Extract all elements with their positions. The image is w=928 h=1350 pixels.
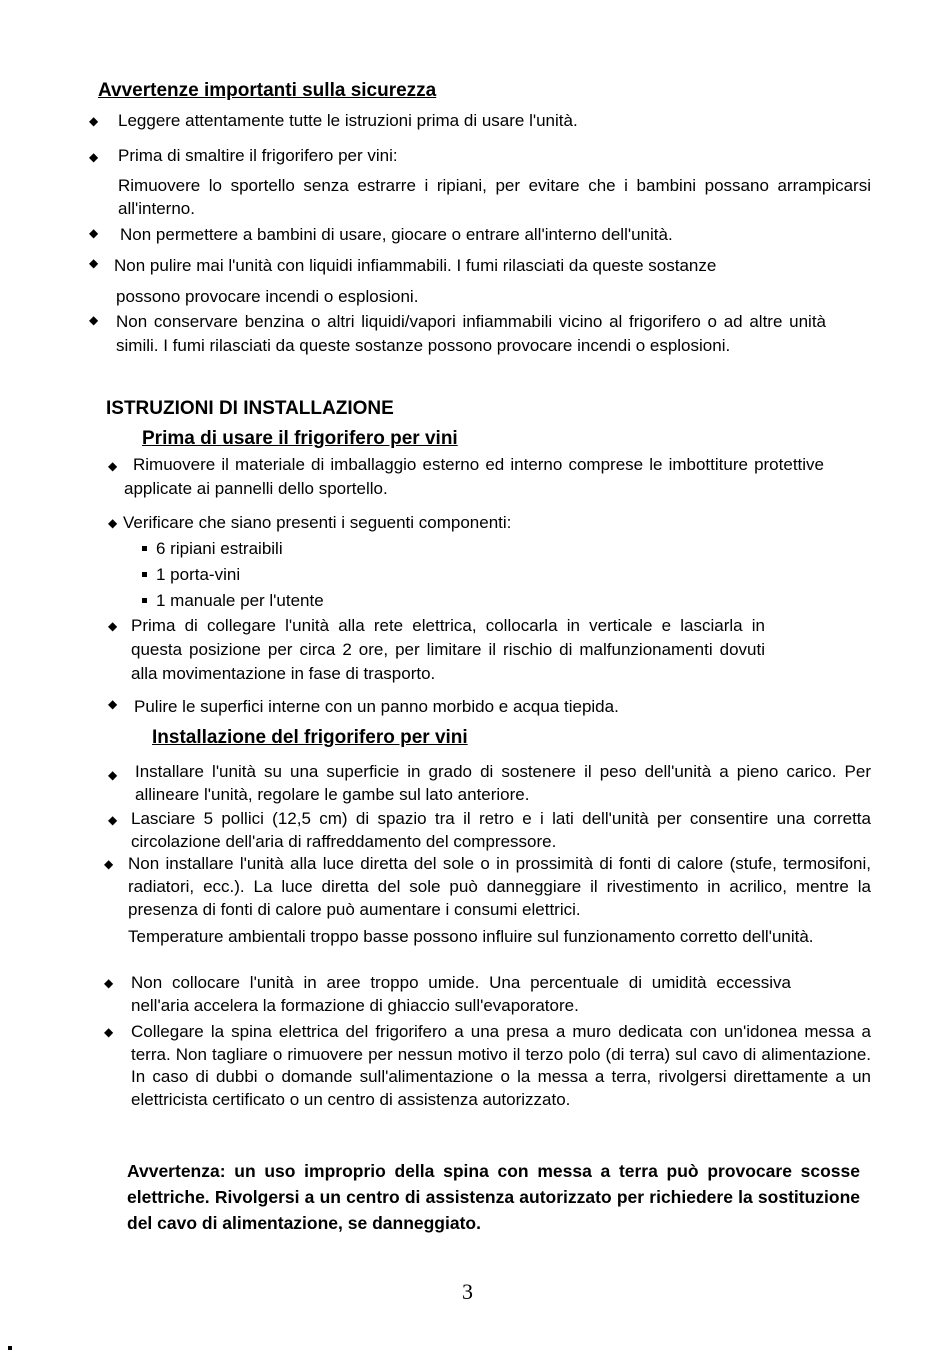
bullet-icon: ◆ xyxy=(108,768,118,782)
safety-item-flammable-clean: Non pulire mai l'unità con liquidi infiammabili. I fumi rilasciati da queste sostanze xyxy=(114,256,717,275)
bullet-icon: ◆ xyxy=(89,226,99,240)
bullet-icon: ◆ xyxy=(108,697,118,711)
before-use-item-clean: Pulire le superfici interne con un panno morbido e acqua tiepida. xyxy=(134,697,619,716)
safety-item-dispose: Prima di smaltire il frigorifero per vini: xyxy=(118,146,398,165)
bullet-icon: ◆ xyxy=(108,516,118,530)
bullet-icon: ◆ xyxy=(104,976,114,990)
component-item: 1 porta-vini xyxy=(156,565,241,584)
bullet-icon: ◆ xyxy=(108,813,118,827)
installation-heading: ISTRUZIONI DI INSTALLAZIONE xyxy=(106,398,394,419)
bullet-icon: ◆ xyxy=(89,313,99,327)
setup-item-humidity: Non collocare l'unità in aree troppo umide. Una percentuale di umidità eccessiva nell'aria accelera la formazione di ghiaccio sull'evaporatore. xyxy=(131,973,791,1015)
bullet-icon: ◆ xyxy=(89,150,99,164)
component-item: 1 manuale per l'utente xyxy=(156,591,324,610)
component-item: 6 ripiani estraibili xyxy=(156,539,283,558)
setup-item-temperature: Temperature ambientali troppo basse possono influire sul funzionamento corretto dell'unità. xyxy=(128,927,814,946)
bullet-icon: ◆ xyxy=(108,459,118,473)
before-use-item-upright: Prima di collegare l'unità alla rete elettrica, collocarla in verticale e lasciarla in questa posizione per circa 2 ore, per limitare il rischio di malfunzionamenti dovuti alla movimentazione in fase di trasporto. xyxy=(131,616,765,683)
grounding-warning: Avvertenza: un uso improprio della spina con messa a terra può provocare scosse elettriche. Rivolgersi a un centro di assistenza autorizzato per richiedere la sostituzione del cavo di alimentazione, se danneggiato. xyxy=(127,1161,860,1233)
safety-item-gasoline: Non conservare benzina o altri liquidi/vapori infiammabili vicino al frigorifero o ad altre unità simili. I fumi rilasciati da queste sostanze possono provocare incendi o esplosioni. xyxy=(116,312,826,355)
safety-item-children: Non permettere a bambini di usare, giocare o entrare all'interno dell'unità. xyxy=(120,225,673,244)
safety-item-flammable-clean-cont: possono provocare incendi o esplosioni. xyxy=(116,287,419,306)
setup-heading: Installazione del frigorifero per vini xyxy=(152,727,468,748)
setup-item-sunlight: Non installare l'unità alla luce diretta del sole o in prossimità di fonti di calore (stufe, termosifoni, radiatori, ecc.). La luce diretta del sole può danneggiare il rivestimento in acrilico, mentre la presenza di fonti di calore può aumentare i consumi elettrici. xyxy=(128,854,871,919)
safety-item-read: Leggere attentamente tutte le istruzioni prima di usare l'unità. xyxy=(118,111,578,130)
page-number: 3 xyxy=(462,1279,473,1304)
square-bullet-icon xyxy=(142,598,147,603)
before-use-item-packaging: Rimuovere il materiale di imballaggio esterno ed interno comprese le imbottiture protettive applicate ai pannelli dello sportello. xyxy=(124,455,824,498)
bullet-icon: ◆ xyxy=(108,619,118,633)
setup-item-clearance: Lasciare 5 pollici (12,5 cm) di spazio tra il retro e i lati dell'unità per consentire una corretta circolazione dell'aria di raffreddamento del compressore. xyxy=(131,809,871,851)
scan-mark xyxy=(8,1346,12,1350)
bullet-icon: ◆ xyxy=(89,114,99,128)
before-use-heading: Prima di usare il frigorifero per vini xyxy=(142,428,458,449)
bullet-icon: ◆ xyxy=(104,1025,114,1039)
before-use-item-check: Verificare che siano presenti i seguenti componenti: xyxy=(123,513,512,532)
setup-item-surface: Installare l'unità su una superficie in grado di sostenere il peso dell'unità a pieno carico. Per allineare l'unità, regolare le gambe sul lato anteriore. xyxy=(135,762,871,804)
bullet-icon: ◆ xyxy=(104,857,114,871)
square-bullet-icon xyxy=(142,572,147,577)
safety-item-remove-door: Rimuovere lo sportello senza estrarre i ripiani, per evitare che i bambini possano arrampicarsi all'interno. xyxy=(118,176,871,218)
square-bullet-icon xyxy=(142,546,147,551)
safety-heading: Avvertenze importanti sulla sicurezza xyxy=(98,80,437,101)
bullet-icon: ◆ xyxy=(89,256,99,270)
setup-item-grounding: Collegare la spina elettrica del frigorifero a una presa a muro dedicata con un'idonea messa a terra. Non tagliare o rimuovere per nessun motivo il terzo polo (di terra) sul cavo di alimentazione. In caso di dubbi o domande sull'alimentazione o la messa a terra, rivolgersi direttamente a un elettricista certificato o un centro di assistenza autorizzato. xyxy=(131,1022,871,1109)
